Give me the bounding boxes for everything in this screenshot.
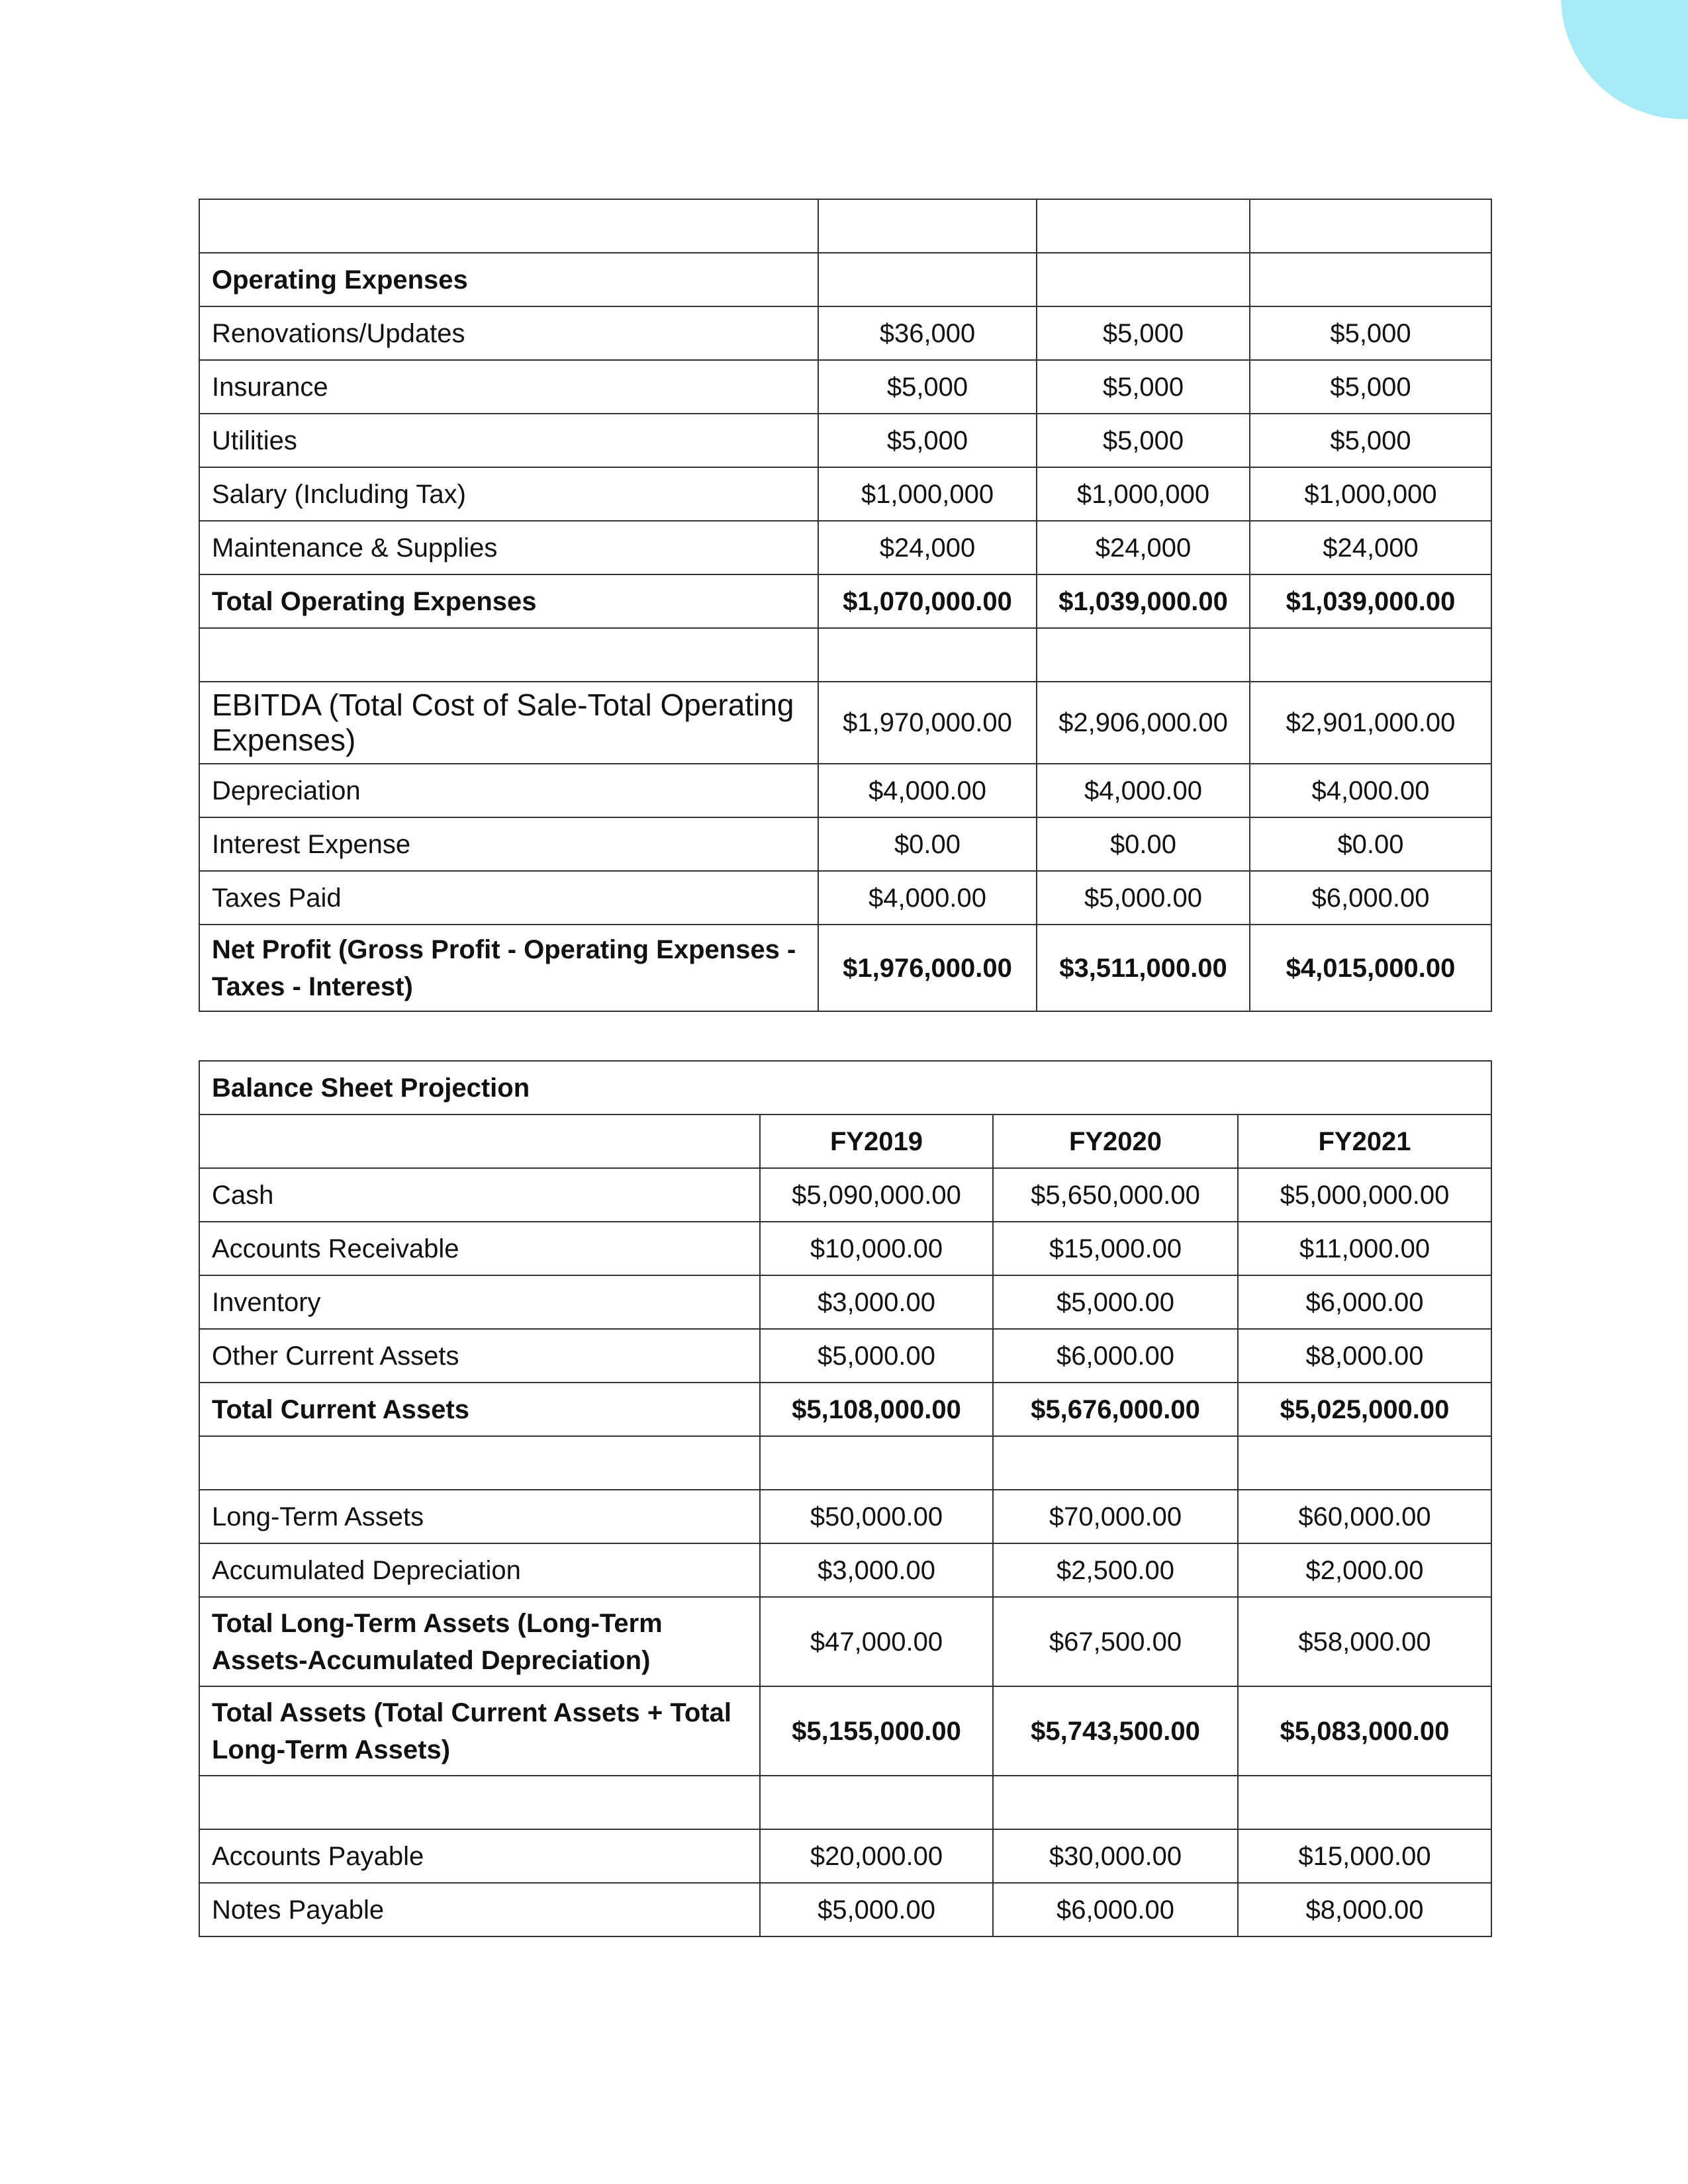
balance-sheet-table [199, 1060, 1492, 1937]
row-label: Notes Payable [199, 1883, 760, 1936]
row-label: Taxes Paid [199, 871, 818, 925]
table-cell [199, 199, 818, 253]
table-cell [760, 1436, 993, 1490]
value-cell: $5,743,500.00 [993, 1686, 1238, 1776]
year-header: FY2021 [1238, 1115, 1491, 1168]
value-cell: $36,000 [818, 306, 1037, 360]
table-cell [1037, 628, 1250, 682]
value-cell: $2,000.00 [1238, 1543, 1491, 1597]
net-profit-row [199, 925, 1491, 1011]
table-row [199, 764, 1491, 817]
table-row [199, 1543, 1491, 1597]
row-label: Long-Term Assets [199, 1490, 760, 1543]
value-cell: $58,000.00 [1238, 1597, 1491, 1686]
value-cell: $5,083,000.00 [1238, 1686, 1491, 1776]
table-cell [818, 628, 1037, 682]
table-row [199, 306, 1491, 360]
row-label: Cash [199, 1168, 760, 1222]
value-cell: $4,015,000.00 [1250, 925, 1491, 1011]
total-operating-row [199, 574, 1491, 628]
value-cell: $1,970,000.00 [818, 682, 1037, 764]
table-row [199, 1222, 1491, 1275]
value-cell: $20,000.00 [760, 1829, 993, 1883]
value-cell: $11,000.00 [1238, 1222, 1491, 1275]
table-row [199, 467, 1491, 521]
table-row [199, 1275, 1491, 1329]
value-cell: $5,000 [1037, 414, 1250, 467]
value-cell: $30,000.00 [993, 1829, 1238, 1883]
row-label: Total Long-Term Assets (Long-Term Assets-Accumulated Depreciation) [199, 1597, 760, 1686]
value-cell: $10,000.00 [760, 1222, 993, 1275]
value-cell: $50,000.00 [760, 1490, 993, 1543]
table-row [199, 1829, 1491, 1883]
value-cell: $47,000.00 [760, 1597, 993, 1686]
value-cell: $1,000,000 [818, 467, 1037, 521]
value-cell: $0.00 [818, 817, 1037, 871]
table-row [199, 1883, 1491, 1936]
value-cell: $4,000.00 [1250, 764, 1491, 817]
value-cell: $1,000,000 [1037, 467, 1250, 521]
table-row [199, 199, 1491, 253]
table-cell [1238, 1436, 1491, 1490]
value-cell: $5,000 [1250, 306, 1491, 360]
year-header-row [199, 1115, 1491, 1168]
table-cell [818, 199, 1037, 253]
row-label: Inventory [199, 1275, 760, 1329]
value-cell: $2,906,000.00 [1037, 682, 1250, 764]
value-cell: $1,070,000.00 [818, 574, 1037, 628]
table-row [199, 360, 1491, 414]
table-cell [1037, 199, 1250, 253]
value-cell: $2,901,000.00 [1250, 682, 1491, 764]
table-cell [1037, 253, 1250, 306]
value-cell: $5,000 [1250, 414, 1491, 467]
total-current-assets-row [199, 1383, 1491, 1436]
row-label: Other Current Assets [199, 1329, 760, 1383]
year-header: FY2019 [760, 1115, 993, 1168]
table-cell [199, 1776, 760, 1829]
total-assets-row [199, 1686, 1491, 1776]
income-statement-table [199, 199, 1492, 1012]
table-row [199, 1436, 1491, 1490]
table-cell [818, 253, 1037, 306]
value-cell: $5,650,000.00 [993, 1168, 1238, 1222]
value-cell: $24,000 [818, 521, 1037, 574]
value-cell: $5,000.00 [1037, 871, 1250, 925]
value-cell: $2,500.00 [993, 1543, 1238, 1597]
table-row [199, 817, 1491, 871]
value-cell: $5,000.00 [993, 1275, 1238, 1329]
value-cell: $0.00 [1250, 817, 1491, 871]
value-cell: $8,000.00 [1238, 1883, 1491, 1936]
table-cell [993, 1776, 1238, 1829]
value-cell: $1,000,000 [1250, 467, 1491, 521]
value-cell: $6,000.00 [1238, 1275, 1491, 1329]
value-cell: $4,000.00 [1037, 764, 1250, 817]
value-cell: $60,000.00 [1238, 1490, 1491, 1543]
table-cell [1250, 628, 1491, 682]
value-cell: $1,976,000.00 [818, 925, 1037, 1011]
row-label: Net Profit (Gross Profit - Operating Expenses - Taxes - Interest) [199, 925, 818, 1011]
value-cell: $4,000.00 [818, 871, 1037, 925]
section-title: Operating Expenses [199, 253, 818, 306]
row-label: Accumulated Depreciation [199, 1543, 760, 1597]
value-cell: $24,000 [1037, 521, 1250, 574]
value-cell: $4,000.00 [818, 764, 1037, 817]
value-cell: $5,000,000.00 [1238, 1168, 1491, 1222]
value-cell: $5,000 [818, 414, 1037, 467]
table-row [199, 1329, 1491, 1383]
value-cell: $0.00 [1037, 817, 1250, 871]
value-cell: $8,000.00 [1238, 1329, 1491, 1383]
value-cell: $5,000 [1250, 360, 1491, 414]
table-cell [760, 1776, 993, 1829]
value-cell: $3,000.00 [760, 1275, 993, 1329]
value-cell: $15,000.00 [1238, 1829, 1491, 1883]
value-cell: $6,000.00 [993, 1883, 1238, 1936]
row-label: Maintenance & Supplies [199, 521, 818, 574]
table-cell [993, 1436, 1238, 1490]
value-cell: $6,000.00 [1250, 871, 1491, 925]
value-cell: $5,000 [1037, 360, 1250, 414]
value-cell: $1,039,000.00 [1037, 574, 1250, 628]
value-cell: $5,000.00 [760, 1883, 993, 1936]
table-row [199, 253, 1491, 306]
value-cell: $1,039,000.00 [1250, 574, 1491, 628]
decorative-corner-circle [1561, 0, 1688, 119]
balance-sheet-title: Balance Sheet Projection [199, 1061, 1491, 1115]
table-cell [199, 1436, 760, 1490]
value-cell: $5,025,000.00 [1238, 1383, 1491, 1436]
value-cell: $5,108,000.00 [760, 1383, 993, 1436]
value-cell: $5,000 [818, 360, 1037, 414]
value-cell: $5,155,000.00 [760, 1686, 993, 1776]
table-row [199, 521, 1491, 574]
total-long-term-assets-row [199, 1597, 1491, 1686]
value-cell: $15,000.00 [993, 1222, 1238, 1275]
ebitda-row [199, 682, 1491, 764]
table-cell [1238, 1776, 1491, 1829]
table-cell [1250, 199, 1491, 253]
table-row [199, 871, 1491, 925]
value-cell: $5,000.00 [760, 1329, 993, 1383]
table-cell [1250, 253, 1491, 306]
value-cell: $3,000.00 [760, 1543, 993, 1597]
row-label: Utilities [199, 414, 818, 467]
row-label: Insurance [199, 360, 818, 414]
table-cell [199, 628, 818, 682]
table-row [199, 628, 1491, 682]
table-row [199, 1776, 1491, 1829]
row-label: Total Operating Expenses [199, 574, 818, 628]
value-cell: $70,000.00 [993, 1490, 1238, 1543]
row-label: Accounts Receivable [199, 1222, 760, 1275]
value-cell: $5,000 [1037, 306, 1250, 360]
table-cell [199, 1115, 760, 1168]
row-label: Accounts Payable [199, 1829, 760, 1883]
table-row [199, 1168, 1491, 1222]
table-row [199, 1490, 1491, 1543]
row-label: Renovations/Updates [199, 306, 818, 360]
row-label: EBITDA (Total Cost of Sale-Total Operating Expenses) [199, 682, 818, 764]
value-cell: $24,000 [1250, 521, 1491, 574]
table-row [199, 1061, 1491, 1115]
value-cell: $5,090,000.00 [760, 1168, 993, 1222]
value-cell: $6,000.00 [993, 1329, 1238, 1383]
row-label: Salary (Including Tax) [199, 467, 818, 521]
row-label: Total Current Assets [199, 1383, 760, 1436]
value-cell: $5,676,000.00 [993, 1383, 1238, 1436]
value-cell: $67,500.00 [993, 1597, 1238, 1686]
table-row [199, 414, 1491, 467]
value-cell: $3,511,000.00 [1037, 925, 1250, 1011]
row-label: Interest Expense [199, 817, 818, 871]
year-header: FY2020 [993, 1115, 1238, 1168]
row-label: Total Assets (Total Current Assets + Total Long-Term Assets) [199, 1686, 760, 1776]
row-label: Depreciation [199, 764, 818, 817]
